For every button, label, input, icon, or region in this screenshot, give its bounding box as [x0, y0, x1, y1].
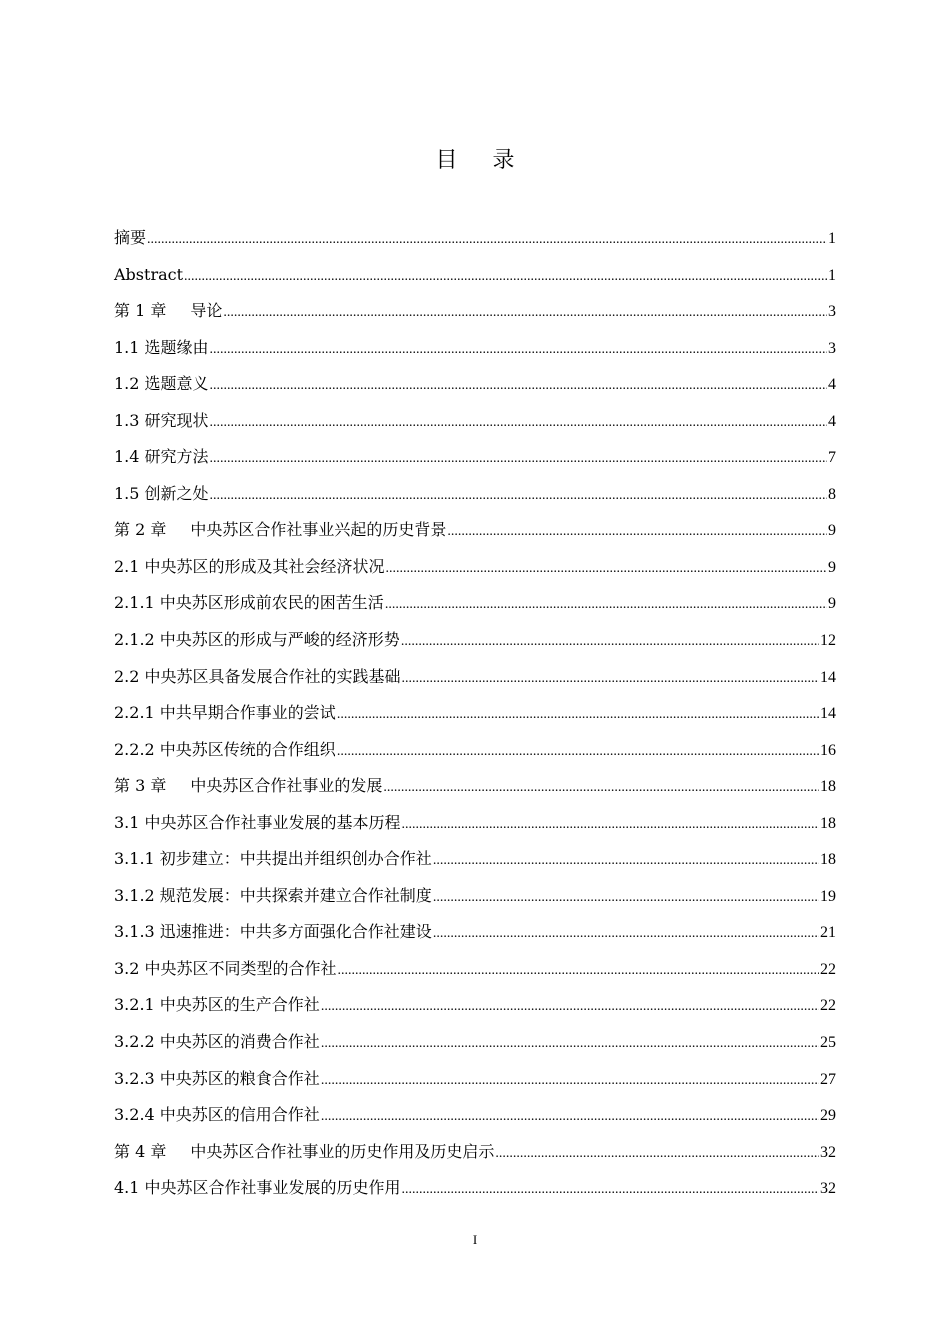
toc-dot-leader [401, 627, 819, 657]
toc-entry-number: 第 2 章 [114, 520, 167, 540]
toc-entry[interactable] [114, 662, 836, 699]
toc-entry-label [114, 1100, 320, 1130]
toc-entry-title: 中央苏区合作社事业兴起的历史背景 [190, 520, 447, 540]
toc-entry-label [114, 369, 209, 399]
toc-entry-label [114, 808, 401, 838]
toc-entry-page: 29 [820, 1107, 836, 1125]
toc-entry[interactable] [114, 442, 836, 479]
toc-dot-leader [223, 298, 827, 328]
toc-dot-leader [402, 810, 819, 840]
toc-entry-label [114, 881, 432, 911]
toc-entry-page: 1 [828, 230, 836, 247]
toc-dot-leader [402, 664, 819, 694]
toc-entry-label [114, 223, 146, 253]
toc-entry-label [114, 479, 209, 509]
toc-entry[interactable] [114, 844, 836, 881]
toc-dot-leader [210, 481, 827, 511]
toc-entry-label [114, 552, 385, 582]
toc-dot-leader [147, 225, 827, 255]
toc-entry-page: 18 [820, 814, 836, 832]
toc-entry-number: Abstract [114, 264, 184, 284]
toc-entry[interactable] [114, 333, 836, 370]
toc-entry-label [114, 990, 320, 1020]
toc-entry-page: 3 [828, 339, 836, 357]
toc-dot-leader [184, 262, 827, 292]
toc-entry-label [114, 625, 400, 655]
toc-entry-number: 1.5 创新之处 [114, 483, 209, 503]
toc-entry-number: 1.4 研究方法 [114, 447, 209, 467]
toc-entry-label [114, 442, 209, 472]
page-number: I [472, 1232, 478, 1247]
toc-entry-number: 3.1.2 规范发展：中共探索并建立合作社制度 [114, 885, 432, 905]
toc-entry[interactable] [114, 990, 836, 1027]
toc-entry-label [114, 588, 384, 618]
toc-entry-number: 4.1 中央苏区合作社事业发展的历史作用 [114, 1178, 401, 1198]
toc-entry[interactable] [114, 698, 836, 735]
toc-entry-page: 9 [828, 522, 836, 540]
toc-entry[interactable] [114, 1064, 836, 1101]
toc-entry[interactable] [114, 625, 836, 662]
toc-entry[interactable] [114, 954, 836, 991]
toc-dot-leader [383, 773, 819, 803]
toc-dot-leader [210, 335, 827, 365]
toc-entry[interactable] [114, 771, 836, 808]
toc-entry-number: 3.2.2 中央苏区的消费合作社 [114, 1032, 320, 1052]
toc-dot-leader [495, 1139, 819, 1169]
toc-dot-leader [433, 883, 819, 913]
toc-dot-leader [433, 846, 819, 876]
toc-entry-number: 第 1 章 [114, 301, 167, 321]
toc-entry-page: 25 [820, 1034, 836, 1052]
toc-entry-page: 22 [820, 997, 836, 1015]
toc-dot-leader [321, 1029, 819, 1059]
toc-entry-label [114, 515, 446, 545]
toc-entry-page: 32 [820, 1143, 836, 1161]
toc-entry[interactable] [114, 552, 836, 589]
toc-entry-page: 9 [828, 595, 836, 613]
toc-entry-page: 27 [820, 1070, 836, 1088]
toc-entry-number: 3.2.4 中央苏区的信用合作社 [114, 1105, 320, 1125]
toc-entry-number: 2.1.1 中央苏区形成前农民的困苦生活 [114, 593, 384, 613]
toc-entry-label [114, 698, 336, 728]
toc-entry-label [114, 1027, 320, 1057]
toc-entry[interactable] [114, 881, 836, 918]
toc-entry-label [114, 1173, 401, 1203]
toc-dot-leader [210, 408, 827, 438]
toc-entry-number: 第 4 章 [114, 1141, 167, 1161]
toc-entry-page: 8 [828, 485, 836, 503]
toc-entry-number: 3.2.3 中央苏区的粮食合作社 [114, 1068, 320, 1088]
toc-entry-label [114, 296, 222, 326]
toc-entry-page: 14 [820, 668, 836, 686]
toc-dot-leader [321, 1102, 819, 1132]
toc-entry-page: 3 [828, 303, 836, 321]
toc-entry-page: 12 [820, 632, 836, 650]
toc-entry-label [114, 844, 432, 874]
toc-entry-page: 21 [820, 924, 836, 942]
toc-entry[interactable] [114, 515, 836, 552]
toc-entry-label [114, 771, 382, 801]
toc-dot-leader [321, 992, 819, 1022]
toc-entry-number: 3.2.1 中央苏区的生产合作社 [114, 995, 320, 1015]
toc-dot-leader [337, 737, 819, 767]
toc-entry-number: 2.1 中央苏区的形成及其社会经济状况 [114, 556, 385, 576]
toc-entry-title: 中央苏区合作社事业的历史作用及历史启示 [190, 1141, 495, 1161]
toc-entry-title: 导论 [190, 301, 223, 321]
toc-entry[interactable] [114, 296, 836, 333]
toc-entry[interactable] [114, 1137, 836, 1174]
toc-entry-number: 摘要 [114, 228, 147, 247]
toc-entry-page: 4 [828, 376, 836, 394]
toc-entry-label [114, 1137, 494, 1167]
toc-entry-number: 3.1.1 初步建立：中共提出并组织创办合作社 [114, 849, 432, 869]
toc-entry[interactable] [114, 588, 836, 625]
toc-entry[interactable] [114, 479, 836, 516]
toc-entry-page: 14 [820, 705, 836, 723]
toc-entry-label [114, 954, 337, 984]
toc-dot-leader [321, 1066, 819, 1096]
toc-dot-leader [447, 517, 827, 547]
toc-entry-page: 22 [820, 960, 836, 978]
toc-dot-leader [402, 1175, 819, 1205]
toc-entry-number: 3.1.3 迅速推进：中共多方面强化合作社建设 [114, 922, 432, 942]
toc-entry-page: 18 [820, 851, 836, 869]
toc-entry[interactable] [114, 406, 836, 443]
toc-dot-leader [210, 444, 827, 474]
toc-entry-page: 16 [820, 741, 836, 759]
toc-entry-number: 2.2 中央苏区具备发展合作社的实践基础 [114, 666, 401, 686]
toc-entry-number: 2.1.2 中央苏区的形成与严峻的经济形势 [114, 630, 400, 650]
toc-entry[interactable] [114, 1173, 836, 1210]
toc-entry-number: 2.2.1 中共早期合作事业的尝试 [114, 703, 336, 723]
toc-dot-leader [385, 590, 827, 620]
toc-entry-title: 中央苏区合作社事业的发展 [190, 776, 383, 796]
toc-entry-label [114, 662, 401, 692]
table-of-contents [114, 223, 836, 1210]
toc-entry-label [114, 1064, 320, 1094]
toc-entry-page: 32 [820, 1180, 836, 1198]
toc-entry-number: 3.2 中央苏区不同类型的合作社 [114, 958, 337, 978]
page-title: 目 录 [435, 148, 529, 173]
toc-entry[interactable] [114, 369, 836, 406]
toc-dot-leader [386, 554, 827, 584]
toc-entry[interactable] [114, 1027, 836, 1064]
toc-dot-leader [337, 700, 819, 730]
toc-entry-page: 9 [828, 558, 836, 576]
toc-dot-leader [210, 371, 827, 401]
toc-entry-page: 19 [820, 887, 836, 905]
toc-entry-number: 1.1 选题缘由 [114, 337, 209, 357]
toc-entry-number: 2.2.2 中央苏区传统的合作组织 [114, 739, 336, 759]
toc-entry[interactable] [114, 260, 836, 297]
toc-dot-leader [338, 956, 819, 986]
toc-entry[interactable] [114, 917, 836, 954]
toc-entry[interactable] [114, 735, 836, 772]
toc-dot-leader [433, 919, 819, 949]
toc-entry-label [114, 735, 336, 765]
toc-entry-label [114, 333, 209, 363]
toc-entry-number: 3.1 中央苏区合作社事业发展的基本历程 [114, 812, 401, 832]
toc-entry-page: 18 [820, 778, 836, 796]
toc-entry-label [114, 260, 183, 290]
toc-entry-page: 4 [828, 412, 836, 430]
toc-entry-number: 第 3 章 [114, 776, 167, 796]
toc-entry[interactable] [114, 808, 836, 845]
toc-entry-number: 1.3 研究现状 [114, 410, 209, 430]
toc-entry[interactable] [114, 1100, 836, 1137]
toc-entry-label [114, 406, 209, 436]
toc-entry-label [114, 917, 432, 947]
toc-entry-page: 1 [828, 266, 836, 284]
toc-entry[interactable] [114, 223, 836, 260]
toc-entry-page: 7 [828, 449, 836, 467]
toc-entry-number: 1.2 选题意义 [114, 374, 209, 394]
